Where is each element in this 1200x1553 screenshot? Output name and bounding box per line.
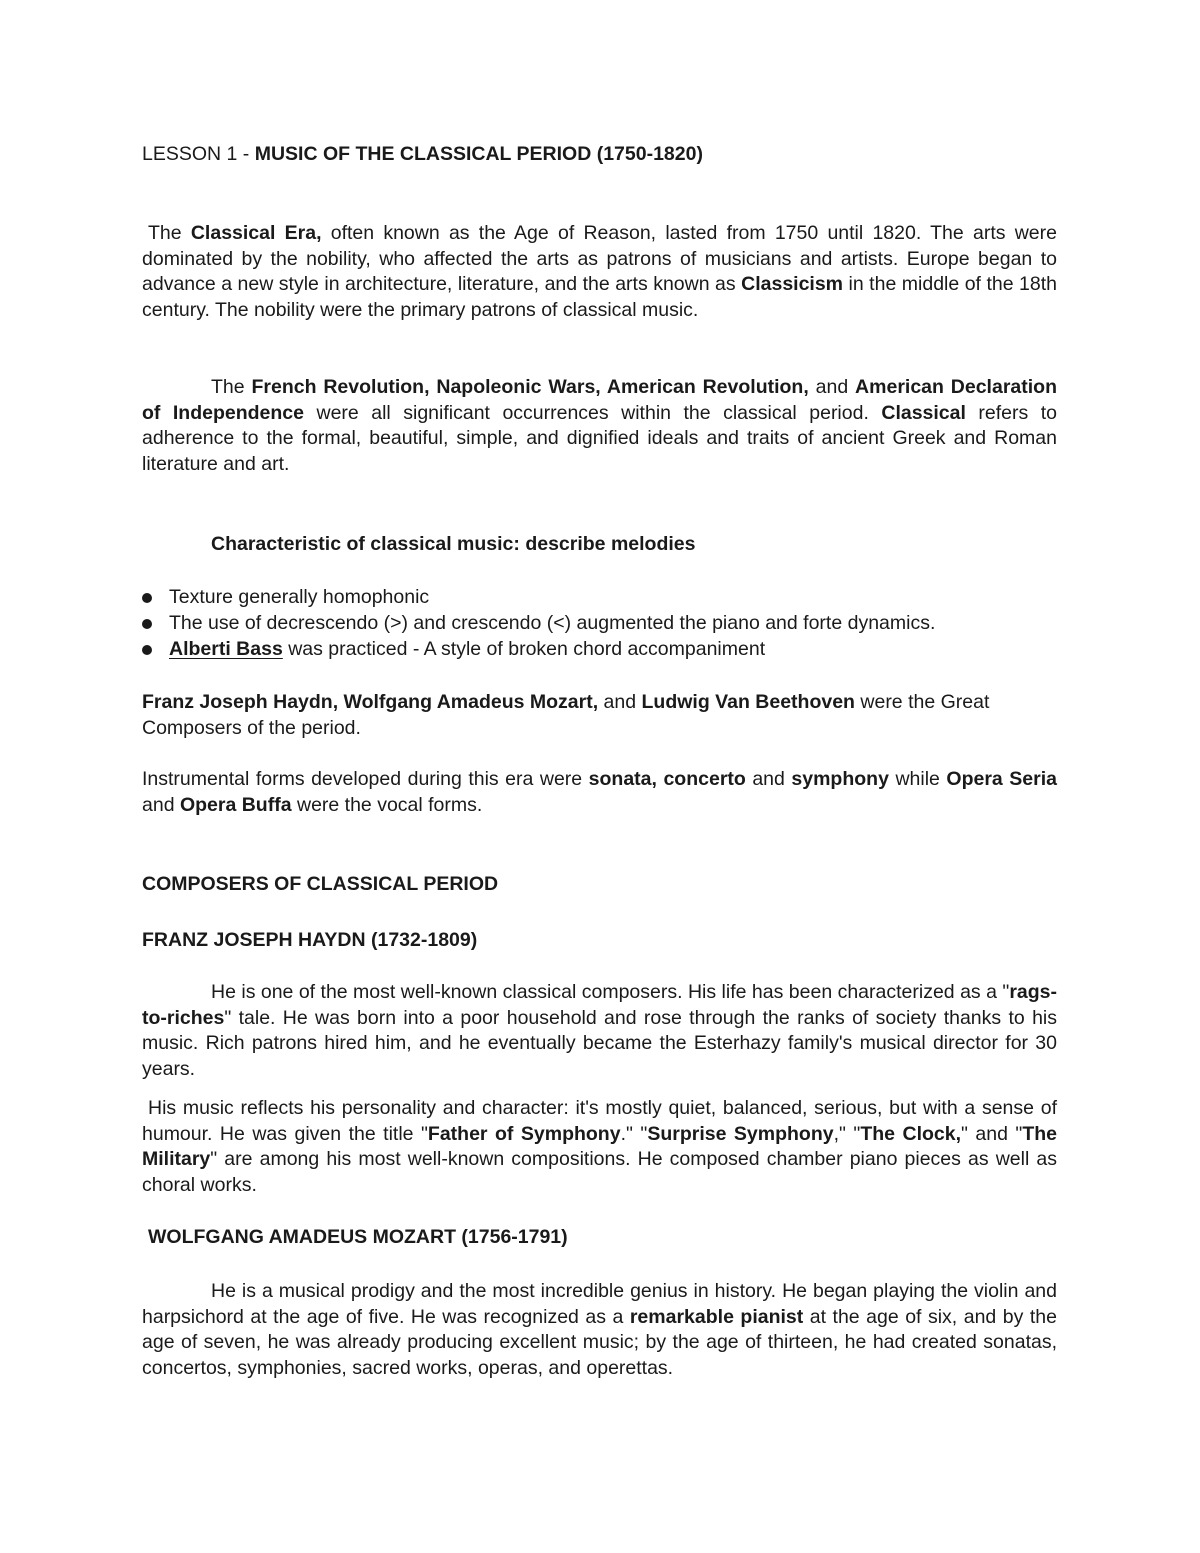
lesson-title xyxy=(142,142,1057,168)
alberti-bass-term: Alberti Bass xyxy=(169,638,283,660)
para2-text-3: were all significant occurrences within the classical period. xyxy=(304,401,882,424)
forms-text-5: were the vocal forms. xyxy=(291,793,483,816)
mozart-heading xyxy=(142,1225,1057,1251)
para1-bold-classicism: Classicism xyxy=(741,273,844,296)
forms-bold-sonata: sonata, concerto xyxy=(588,768,746,790)
forms-text-3: while xyxy=(888,768,947,790)
characteristics-heading-text: Characteristic of classical music: describe melodies xyxy=(211,533,696,555)
para2-text-1: The xyxy=(211,376,252,398)
mozart-heading-text: WOLFGANG AMADEUS MOZART (1756-1791) xyxy=(148,1226,568,1248)
forms-bold-opera-buffa: Opera Buffa xyxy=(179,793,292,816)
composers-bold-beethoven: Ludwig Van Beethoven xyxy=(641,691,855,713)
mozart-p1-bold-pianist: remarkable pianist xyxy=(629,1305,804,1328)
haydn-p2-text-2: ." " xyxy=(620,1122,648,1145)
haydn-p2-bold-surprise: Surprise Symphony xyxy=(647,1122,834,1145)
haydn-heading xyxy=(142,928,1057,954)
para2-bold-classical: Classical xyxy=(881,401,966,424)
haydn-p1-bold-rags: rags-to-riches xyxy=(142,981,1057,1029)
haydn-p1-text-2: " tale. He was born into a poor household and rose through the ranks of society thanks to his music. Rich patrons hired him, and he eventually became the Esterhazy family's musical director for 30 years. xyxy=(142,1006,1057,1080)
para2-text-2: and xyxy=(808,376,856,398)
forms-bold-opera-seria: Opera Seria xyxy=(946,768,1057,790)
forms-paragraph xyxy=(142,767,1057,818)
bullet-icon xyxy=(142,619,152,629)
composers-section-heading-text: COMPOSERS OF CLASSICAL PERIOD xyxy=(142,873,499,895)
forms-text-1: Instrumental forms developed during this era were xyxy=(142,768,589,790)
bullet-text-alberti xyxy=(169,637,765,663)
haydn-p2-bold-father: Father of Symphony xyxy=(427,1122,621,1145)
bullet-icon xyxy=(142,645,152,655)
mozart-p1-text-1: He is a musical prodigy and the most incredible genius in history. He began playing the violin and harpsichord at the age of five. He was recognized as a xyxy=(142,1280,1057,1328)
haydn-heading-text: FRANZ JOSEPH HAYDN (1732-1809) xyxy=(142,929,478,951)
haydn-paragraph-2 xyxy=(142,1096,1057,1198)
haydn-p2-text-3: ," " xyxy=(833,1122,861,1145)
para2-bold-declaration: American Declaration of Independence xyxy=(142,376,1057,424)
bullet-text-dynamics: The use of decrescendo (>) and crescendo (<) augmented the piano and forte dynamics. xyxy=(169,612,936,634)
events-paragraph xyxy=(142,375,1057,477)
bullet-icon xyxy=(142,593,152,603)
haydn-p2-text-5: " are among his most well-known compositions. He composed chamber piano pieces as well as choral works. xyxy=(142,1148,1057,1196)
characteristics-heading xyxy=(142,532,1057,558)
para2-text-4: refers to adherence to the formal, beautiful, simple, and dignified ideals and traits of ancient Greek and Roman literature and art. xyxy=(142,401,1058,475)
haydn-p1-text-1: He is one of the most well-known classical composers. His life has been characterized as a " xyxy=(211,981,1010,1003)
haydn-p2-bold-clock: The Clock, xyxy=(860,1122,962,1145)
composers-text-2: were the Great Composers of the period. xyxy=(142,691,990,739)
haydn-paragraph-1 xyxy=(142,980,1057,1082)
composers-bold-1: Franz Joseph Haydn, Wolfgang Amadeus Mozart, xyxy=(142,691,599,713)
forms-bold-symphony: symphony xyxy=(791,768,889,790)
para1-text-2: often known as the Age of Reason, lasted from 1750 until 1820. The arts were dominated by the nobility, who affected the arts as patrons of musicians and artists. Europe began to advance a new style in architecture, literature, and the arts known as xyxy=(142,222,1057,296)
haydn-p2-bold-military: The Military xyxy=(142,1122,1058,1171)
para1-bold-classical-era: Classical Era, xyxy=(190,222,322,244)
mozart-p1-text-2: at the age of six, and by the age of seven, he was already producing excellent music; by the age of thirteen, he had created sonatas, concertos, symphonies, sacred works, operas, and operettas. xyxy=(142,1305,1057,1379)
intro-paragraph xyxy=(142,221,1057,323)
haydn-p2-text-4: " and " xyxy=(961,1122,1023,1145)
para2-bold-revolutions: French Revolution, Napoleonic Wars, American Revolution, xyxy=(251,376,809,398)
para1-text-3: in the middle of the 18th century. The nobility were the primary patrons of classical music. xyxy=(142,273,1057,321)
alberti-bass-description: was practiced - A style of broken chord accompaniment xyxy=(282,638,766,660)
great-composers-paragraph xyxy=(142,690,1057,741)
composers-section-heading xyxy=(142,872,1057,898)
forms-text-4: and xyxy=(142,793,180,816)
haydn-p2-text-1: His music reflects his personality and character: it's mostly quiet, balanced, serious, but with a sense of humour. He was given the title " xyxy=(142,1097,1057,1145)
lesson-title-main: MUSIC OF THE CLASSICAL PERIOD (1750-1820) xyxy=(254,143,703,165)
lesson-title-prefix: LESSON 1 - xyxy=(142,143,255,165)
para1-text-1: The xyxy=(148,222,191,244)
mozart-paragraph-1 xyxy=(142,1279,1057,1381)
bullet-text-texture: Texture generally homophonic xyxy=(169,586,430,608)
forms-text-2: and xyxy=(745,768,792,790)
composers-text-1: and xyxy=(598,691,642,713)
